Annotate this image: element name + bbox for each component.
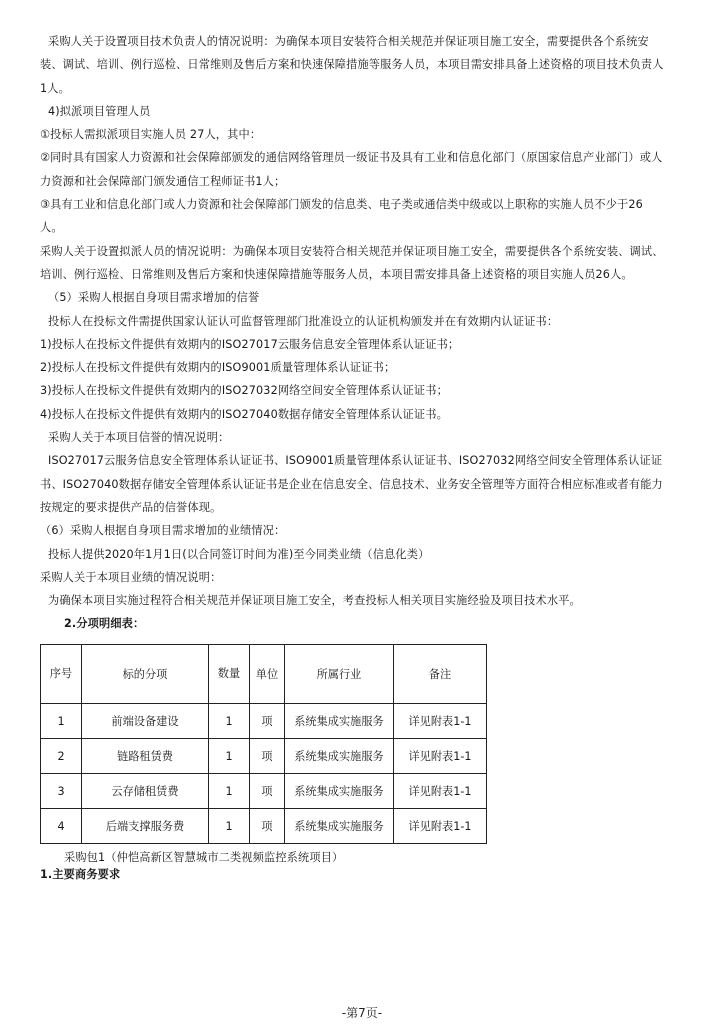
list-item: 3)投标人在投标文件提供有效期内的ISO27032网络空间安全管理体系认证证书； — [40, 384, 448, 398]
section-heading: （5）采购人根据自身项目需求增加的信誉 — [48, 291, 260, 305]
paragraph: ③具有工业和信息化部门或人力资源和社会保障部门颁发的信息类、电子类或通信类中级或以上职称的实施人员不少于26 — [40, 198, 643, 212]
paragraph: 采购人关于本项目信誉的情况说明： — [48, 431, 230, 445]
table-cell: 1 — [209, 774, 250, 809]
table-cell: 1 — [209, 739, 250, 774]
section-heading: 1.主要商务要求 — [40, 868, 121, 882]
section-heading: （6）采购人根据自身项目需求增加的业绩情况： — [40, 524, 286, 538]
table-cell: 系统集成实施服务 — [285, 739, 394, 774]
paragraph: 投标人提供2020年1月1日(以合同签订时间为准)至今同类业绩（信息化类） — [48, 547, 430, 561]
list-item: 1)投标人在投标文件提供有效期内的ISO27017云服务信息安全管理体系认证证书； — [40, 337, 460, 351]
table-row — [41, 739, 487, 774]
table-cell: 1 — [209, 809, 250, 844]
paragraph: 按规定的要求提供产品的信誉体现。 — [40, 500, 222, 514]
paragraph: ①投标人需拟派项目实施人员 27人，其中： — [40, 128, 262, 142]
paragraph: 采购人关于设置拟派人员的情况说明：为确保本项目安装符合相关规范并保证项目施工安全，需要提供各个系统安装、调试、 — [40, 244, 664, 258]
table-cell: 前端设备建设 — [82, 704, 209, 739]
table-cell: 1 — [41, 704, 82, 739]
table-header-cell: 序号 — [41, 645, 82, 704]
table-cell: 3 — [41, 774, 82, 809]
table-header-cell: 所属行业 — [285, 645, 394, 704]
table-cell: 详见附表1-1 — [394, 809, 487, 844]
table-cell: 后端支撑服务费 — [82, 809, 209, 844]
page-number: -第7页- — [341, 1006, 383, 1020]
table-title: 2.分项明细表： — [64, 617, 145, 631]
table-cell: 项 — [250, 704, 285, 739]
table-row — [41, 809, 487, 844]
table-cell: 系统集成实施服务 — [285, 809, 394, 844]
paragraph: 为确保本项目实施过程符合相关规范并保证项目施工安全，考查投标人相关项目实施经验及项目技术水平。 — [48, 594, 581, 608]
table-row — [41, 704, 487, 739]
paragraph: 采购人关于本项目业绩的情况说明： — [40, 570, 222, 584]
list-item: 4)投标人在投标文件提供有效期内的ISO27040数据存储安全管理体系认证证书。 — [40, 407, 448, 421]
paragraph: 投标人在投标文件需提供国家认证认可监督管理部门批准设立的认证机构颁发并在有效期内认证证书： — [48, 314, 559, 328]
table-cell: 项 — [250, 739, 285, 774]
table-cell: 详见附表1-1 — [394, 774, 487, 809]
document-body — [40, 30, 688, 636]
table-header-cell: 备注 — [394, 645, 487, 704]
table-cell: 详见附表1-1 — [394, 739, 487, 774]
table-cell: 系统集成实施服务 — [285, 774, 394, 809]
table-header-row — [41, 645, 487, 704]
table-header-cell: 标的分项 — [82, 645, 209, 704]
package-title: 采购包1（仲恺高新区智慧城市二类视频监控系统项目） — [64, 851, 344, 864]
paragraph: 书、ISO27040数据存储安全管理体系认证证书是企业在信息安全、信息技术、业务安全管理等方面符合相应标准或者有能力 — [40, 477, 663, 491]
table-header-cell: 数量 — [209, 645, 250, 704]
table-cell: 云存储租赁费 — [82, 774, 209, 809]
paragraph: 人。 — [40, 221, 63, 235]
table-cell: 详见附表1-1 — [394, 704, 487, 739]
paragraph: 1人。 — [40, 81, 70, 95]
paragraph: 采购人关于设置项目技术负责人的情况说明：为确保本项目安装符合相关规范并保证项目施工安全，需要提供各个系统安 — [48, 35, 649, 48]
table-cell: 项 — [250, 809, 285, 844]
paragraph: 培训、例行巡检、日常维则及售后方案和快速保障措施等服务人员，本项目需安排具备上述资格的项目实施人员26人。 — [40, 267, 633, 281]
paragraph: 力资源和社会保障部门颁发通信工程师证书1人； — [40, 174, 286, 188]
section-heading: 4)拟派项目管理人员 — [48, 104, 151, 118]
paragraph: 装、调试、培训、例行巡检、日常维则及售后方案和快速保障措施等服务人员，本项目需安排具备上述资格的项目技术负责人 — [40, 58, 664, 72]
detail-table — [40, 644, 487, 844]
table-cell: 1 — [209, 704, 250, 739]
paragraph: ISO27017云服务信息安全管理体系认证证书、ISO9001质量管理体系认证证书、ISO27032网络空间安全管理体系认证证 — [48, 454, 663, 468]
list-item: 2)投标人在投标文件提供有效期内的ISO9001质量管理体系认证证书； — [40, 361, 396, 375]
table-cell: 系统集成实施服务 — [285, 704, 394, 739]
table-cell: 链路租赁费 — [82, 739, 209, 774]
table-header-cell: 单位 — [250, 645, 285, 704]
paragraph: ②同时具有国家人力资源和社会保障部颁发的通信网络管理员一级证书及具有工业和信息化部门（原国家信息产业部门）或人 — [40, 151, 663, 165]
table-cell: 4 — [41, 809, 82, 844]
after-table-section — [40, 846, 343, 881]
table-cell: 项 — [250, 774, 285, 809]
table-row — [41, 774, 487, 809]
table-cell: 2 — [41, 739, 82, 774]
